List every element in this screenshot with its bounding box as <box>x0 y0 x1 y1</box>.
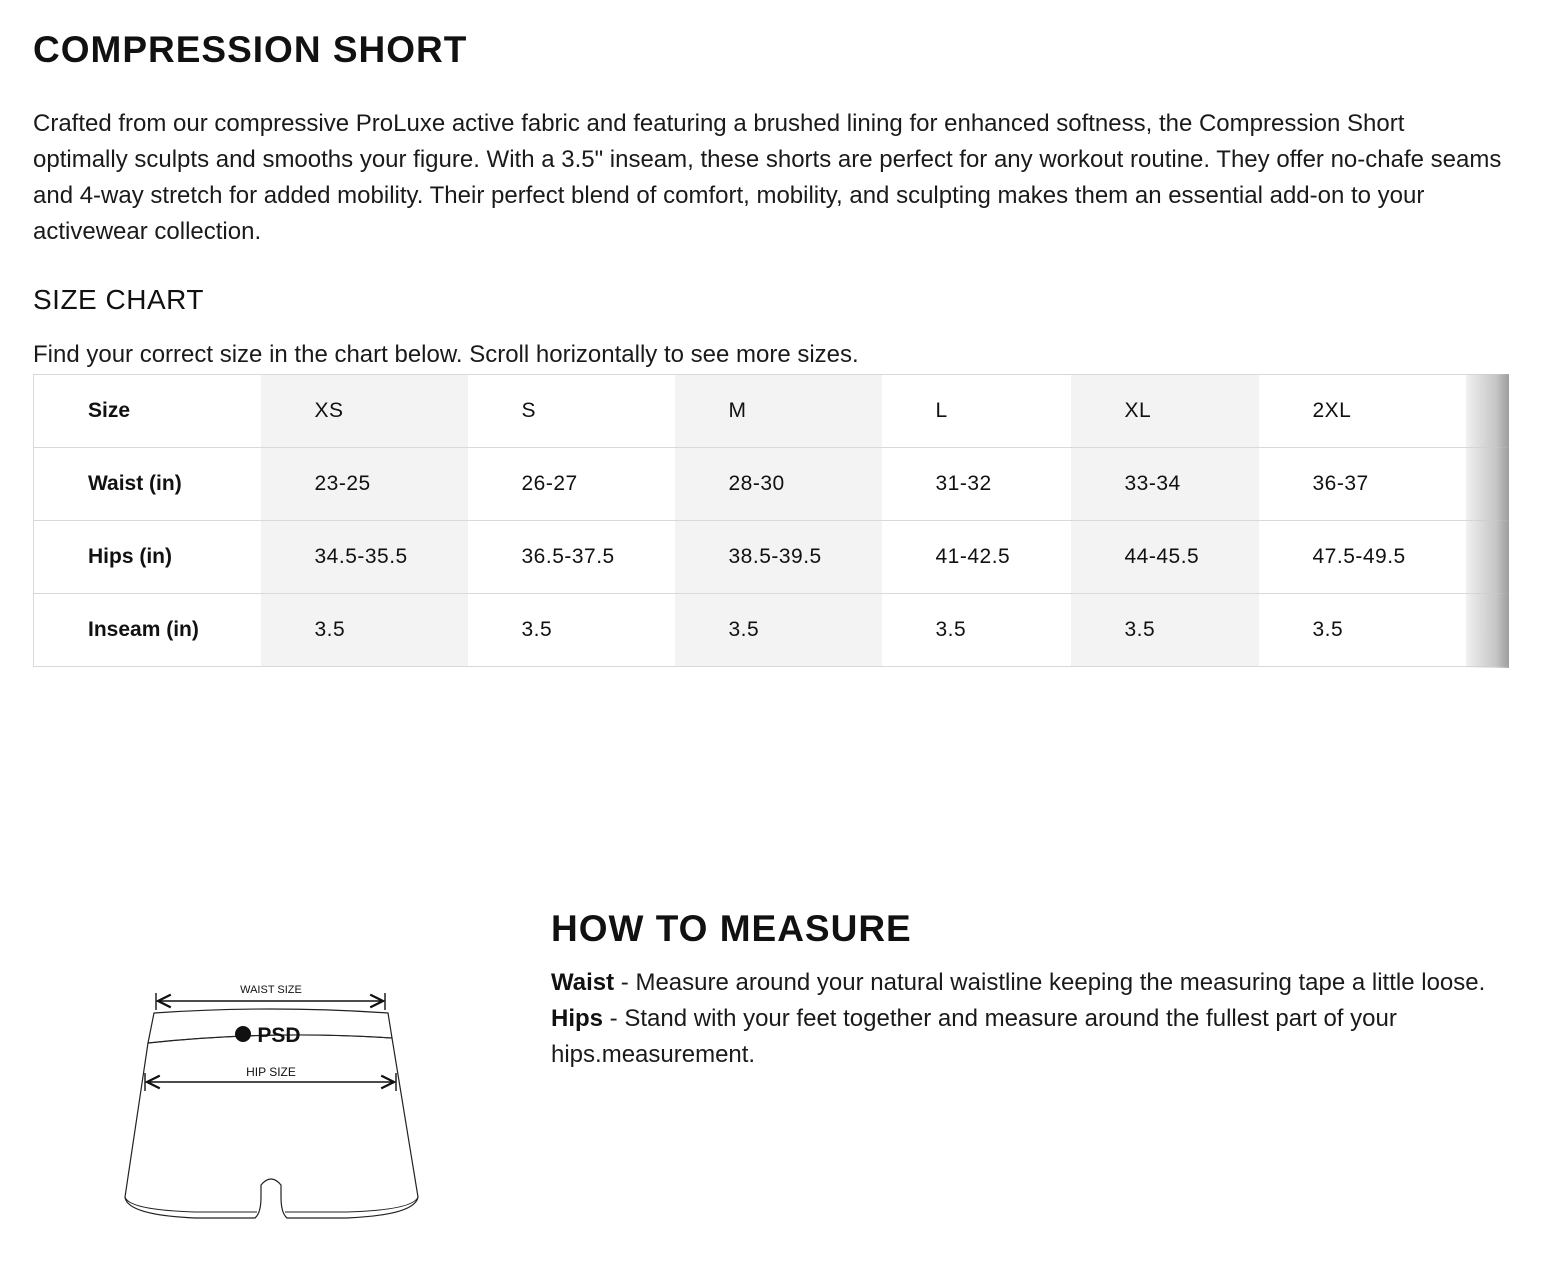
product-description: Crafted from our compressive ProLuxe active fabric and featuring a brushed lining for enhanced softness, the Compression Short optimally sculpts and smooths your figure. With a 3.5" inseam, these shorts are perfect for any workout routine. They offer no-chafe seams and 4-way stretch for added mobility. Their perfect blend of comfort, mobility, and sculpting makes them an essential add-on to your activewear collection. <box>33 110 1502 245</box>
hips-cell: 44-45.5 <box>1071 521 1259 594</box>
left-hem-line <box>125 1197 257 1212</box>
row-header-hips: Hips (in) <box>34 521 261 594</box>
size-cell: XS <box>261 375 468 448</box>
size-cell: M <box>675 375 882 448</box>
hidden-waist-cell <box>1466 448 1510 521</box>
row-header-inseam: Inseam (in) <box>34 594 261 667</box>
hip-size-label: HIP SIZE <box>246 1065 296 1079</box>
inseam-cell: 3.5 <box>468 594 675 667</box>
size-row <box>34 375 1510 448</box>
hidden-size-cell <box>1466 375 1510 448</box>
hips-term: Hips <box>551 1005 604 1032</box>
inseam-cell: 3.5 <box>882 594 1071 667</box>
size-chart-intro: Find your correct size in the chart below. Scroll horizontally to see more sizes. <box>33 341 859 368</box>
shorts-measurement-diagram <box>85 975 435 1230</box>
waist-cell: 28-30 <box>675 448 882 521</box>
waist-row <box>34 448 1510 521</box>
how-to-measure-heading: HOW TO MEASURE <box>551 908 912 949</box>
size-cell: XL <box>1071 375 1259 448</box>
row-header-waist: Waist (in) <box>34 448 261 521</box>
inseam-row <box>34 594 1510 667</box>
waist-size-label: WAIST SIZE <box>240 984 302 996</box>
waist-cell: 33-34 <box>1071 448 1259 521</box>
waist-cell: 36-37 <box>1259 448 1466 521</box>
hips-cell: 47.5-49.5 <box>1259 521 1466 594</box>
waist-term: Waist <box>551 969 615 996</box>
hips-instruction: - Stand with your feet together and measure around the fullest part of your hips.measurement. <box>551 1005 1397 1068</box>
hips-cell: 38.5-39.5 <box>675 521 882 594</box>
waist-instruction: - Measure around your natural waistline keeping the measuring tape a little loose. <box>614 969 1486 996</box>
hips-cell: 36.5-37.5 <box>468 521 675 594</box>
size-cell: 2XL <box>1259 375 1466 448</box>
size-cell: L <box>882 375 1071 448</box>
size-chart-heading: SIZE CHART <box>33 284 204 315</box>
inseam-cell: 3.5 <box>261 594 468 667</box>
right-hem-line <box>285 1197 418 1212</box>
size-chart-table <box>33 374 1509 667</box>
hidden-hips-cell <box>1466 521 1510 594</box>
waist-cell: 26-27 <box>468 448 675 521</box>
waist-cell: 31-32 <box>882 448 1071 521</box>
waist-cell: 23-25 <box>261 448 468 521</box>
inseam-cell: 3.5 <box>1259 594 1466 667</box>
hidden-inseam-cell <box>1466 594 1510 667</box>
brand-logo-text: PSD <box>257 1024 301 1047</box>
size-chart-scroll-container[interactable] <box>33 374 1509 668</box>
hips-row <box>34 521 1510 594</box>
row-header-size: Size <box>34 375 261 448</box>
inseam-cell: 3.5 <box>675 594 882 667</box>
product-title: COMPRESSION SHORT <box>33 29 468 70</box>
inseam-cell: 3.5 <box>1071 594 1259 667</box>
hips-cell: 41-42.5 <box>882 521 1071 594</box>
brand-logo-mark <box>235 1026 251 1042</box>
how-to-measure-text <box>551 965 1501 1073</box>
hips-cell: 34.5-35.5 <box>261 521 468 594</box>
size-cell: S <box>468 375 675 448</box>
